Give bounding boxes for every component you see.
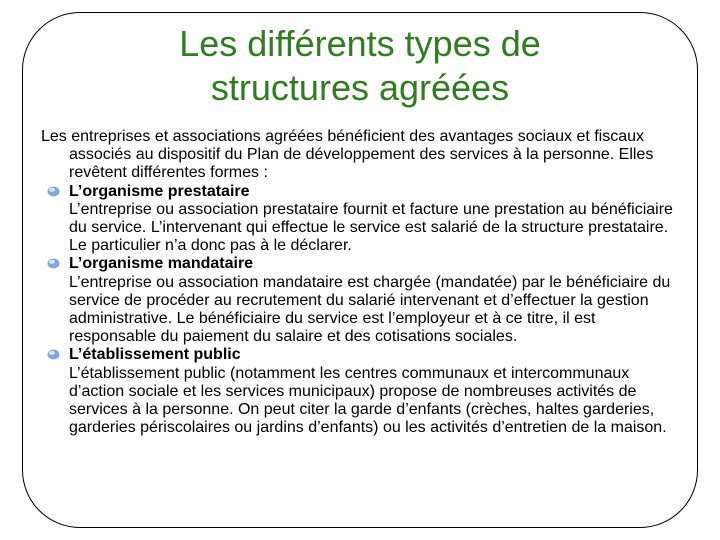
title-line-1: Les différents types de [179, 23, 541, 64]
sphere-bullet-icon [47, 258, 60, 269]
list-item-mandataire [41, 255, 681, 346]
slide-title [0, 22, 720, 110]
sphere-bullet-icon [47, 186, 60, 197]
list-item-etablissement-public [41, 346, 681, 437]
sphere-bullet-icon [47, 349, 60, 360]
intro-paragraph: Les entreprises et associations agréées bénéficient des avantages sociaux et fiscaux associés au dispositif du Plan de développement des services à la personne. Elles revêtent différentes formes : [41, 128, 654, 182]
list-item-prestataire [41, 183, 681, 256]
title-line-2: structures agréées [210, 67, 510, 108]
item-heading: L’organisme mandataire [69, 255, 254, 273]
item-description: L’établissement public (notamment les centres communaux et intercommunaux d’action sociale et les services municipaux) propose de nombreuses activités de services à la personne. On peut citer la garde d’enfants (crèches, haltes garderies, garderies périscolaires ou jardins d’enfants) ou les activités d’entretien de la maison. [69, 364, 667, 437]
slide-body [41, 128, 681, 437]
item-heading: L’établissement public [69, 346, 241, 364]
item-description: L’entreprise ou association mandataire est chargée (mandatée) par le bénéficiaire du service de procéder au recrutement du salarié intervenant et d’effectuer la gestion administrative. Le bénéficiaire du service est l’employeur et à ce titre, il est responsable du paiement du salaire et des cotisations sociales. [69, 273, 671, 346]
item-heading: L’organisme prestataire [69, 182, 250, 200]
item-description: L’entreprise ou association prestataire fournit et facture une prestation au bénéficiaire du service. L’intervenant qui effectue le service est salarié de la structure prestataire. Le particulier n’a donc pas à le déclarer. [69, 200, 673, 255]
